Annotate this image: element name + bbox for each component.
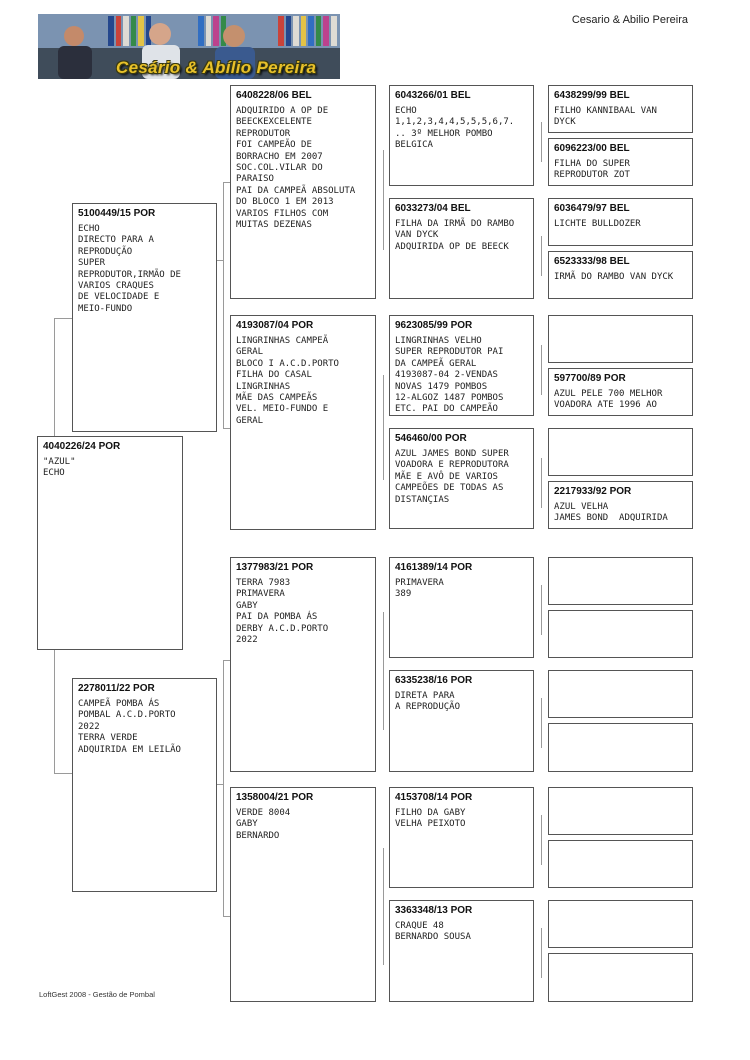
pedigree-card-g5-15[interactable] — [548, 900, 693, 948]
connector-line — [541, 236, 542, 276]
ring-number: 2217933/92 POR — [554, 486, 632, 497]
ring-number: 5100449/15 POR — [78, 208, 156, 219]
ring-number: 6408228/06 BEL — [236, 90, 312, 101]
pedigree-card-ssd[interactable] — [389, 198, 534, 299]
card-description: AZUL JAMES BOND SUPER VOADORA E REPRODUTORA MÃE E AVÔ DE VARIOS CAMPEÕES DE TODAS AS DISTANÇIAS — [395, 449, 509, 505]
ring-number: 6036479/97 BEL — [554, 203, 630, 214]
pedigree-card-g5-14[interactable] — [548, 840, 693, 888]
pedigree-card-ddd[interactable] — [389, 900, 534, 1002]
card-description: LICHTE BULLDOZER — [554, 219, 641, 229]
card-description: CAMPEÃ POMBA ÁS POMBAL A.C.D.PORTO 2022 TERRA VERDE ADQUIRIDA EM LEILÃO — [78, 699, 181, 755]
pedigree-card-sire-dam[interactable] — [230, 315, 376, 530]
connector-line — [216, 784, 223, 785]
ring-number: 2278011/22 POR — [78, 683, 155, 694]
card-description: "AZUL" ECHO — [43, 457, 76, 479]
connector-line — [541, 698, 542, 748]
pedigree-card-g5-2[interactable] — [548, 138, 693, 186]
ring-number: 597700/89 POR — [554, 373, 626, 384]
pedigree-card-g5-12[interactable] — [548, 723, 693, 772]
ring-number: 6335238/16 POR — [395, 675, 473, 686]
ring-number: 4040226/24 POR — [43, 441, 121, 452]
pedigree-card-g5-6[interactable] — [548, 368, 693, 416]
connector-line — [541, 585, 542, 635]
pedigree-card-g5-7[interactable] — [548, 428, 693, 476]
card-description: FILHO DA GABY VELHA PEIXOTO — [395, 808, 466, 830]
footer-credit: LoftGest 2008 - Gestão de Pombal — [39, 990, 155, 999]
pedigree-card-g5-8[interactable] — [548, 481, 693, 529]
connector-line — [223, 660, 224, 916]
card-description: AZUL PELE 700 MELHOR VOADORA ATE 1996 AO — [554, 389, 663, 411]
pedigree-card-g5-11[interactable] — [548, 670, 693, 718]
connector-line — [541, 122, 542, 162]
connector-line — [541, 345, 542, 395]
pedigree-card-g5-5[interactable] — [548, 315, 693, 363]
pedigree-card-dam[interactable] — [72, 678, 217, 892]
pedigree-card-g5-13[interactable] — [548, 787, 693, 835]
pedigree-card-subject[interactable] — [37, 436, 183, 650]
pedigree-card-dsd[interactable] — [389, 670, 534, 772]
card-description: AZUL VELHA JAMES BOND ADQUIRIDA — [554, 502, 668, 524]
connector-line — [383, 150, 384, 250]
connector-line — [383, 612, 384, 730]
ring-number: 4153708/14 POR — [395, 792, 473, 803]
pedigree-card-dss[interactable] — [389, 557, 534, 658]
pedigree-card-dds[interactable] — [389, 787, 534, 888]
pedigree-card-sss[interactable] — [389, 85, 534, 186]
pedigree-card-dam-dam[interactable] — [230, 787, 376, 1002]
card-description: CRAQUE 48 BERNARDO SOUSA — [395, 921, 471, 943]
ring-number: 1358004/21 POR — [236, 792, 314, 803]
connector-line — [223, 428, 230, 429]
ring-number: 6438299/99 BEL — [554, 90, 630, 101]
card-description: TERRA 7983 PRIMAVERA GABY PAI DA POMBA ÁS DERBY A.C.D.PORTO 2022 — [236, 578, 329, 646]
pedigree-card-g5-4[interactable] — [548, 251, 693, 299]
connector-line — [223, 182, 224, 428]
ring-number: 6043266/01 BEL — [395, 90, 471, 101]
pedigree-card-sds[interactable] — [389, 315, 534, 416]
card-description: DIRETA PARA A REPRODUÇÃO — [395, 691, 461, 713]
card-description: FILHA DO SUPER REPRODUTOR ZOT — [554, 159, 630, 181]
card-description: FILHA DA IRMÃ DO RAMBO VAN DYCK ADQUIRIDA OP DE BEECK — [395, 219, 515, 252]
ring-number: 546460/00 POR — [395, 433, 467, 444]
connector-line — [541, 928, 542, 978]
pedigree-card-g5-16[interactable] — [548, 953, 693, 1002]
ring-number: 6033273/04 BEL — [395, 203, 471, 214]
ring-number: 4161389/14 POR — [395, 562, 473, 573]
card-description: VERDE 8004 GABY BERNARDO — [236, 808, 291, 841]
connector-line — [216, 260, 223, 261]
connector-line — [383, 375, 384, 480]
connector-line — [541, 815, 542, 865]
card-description: ECHO DIRECTO PARA A REPRODUÇÃO SUPER REPRODUTOR,IRMÃO DE VARIOS CRAQUES DE VELOCIDADE E MEIO-FUNDO — [78, 224, 181, 314]
pedigree-card-sdd[interactable] — [389, 428, 534, 529]
pedigree-card-g5-9[interactable] — [548, 557, 693, 605]
connector-line — [54, 318, 72, 319]
connector-line — [54, 773, 72, 774]
connector-line — [223, 660, 230, 661]
card-description: PRIMAVERA 389 — [395, 578, 444, 600]
ring-number: 6523333/98 BEL — [554, 256, 630, 267]
pedigree-card-sire-sire[interactable] — [230, 85, 376, 299]
ring-number: 1377983/21 POR — [236, 562, 314, 573]
card-description: IRMÃ DO RAMBO VAN DYCK — [554, 272, 674, 282]
connector-line — [541, 458, 542, 508]
pedigree-card-g5-10[interactable] — [548, 610, 693, 658]
breeder-banner-photo — [38, 14, 340, 79]
banner-title: Cesário & Abílio Pereira — [116, 58, 317, 77]
card-description: ECHO 1,1,2,3,4,4,5,5,5,6,7. .. 3º MELHOR POMBO BELGICA — [395, 106, 515, 151]
pedigree-card-g5-1[interactable] — [548, 85, 693, 133]
ring-number: 4193087/04 POR — [236, 320, 314, 331]
card-description: LINGRINHAS CAMPEÃ GERAL BLOCO I A.C.D.PORTO FILHA DO CASAL LINGRINHAS MÃE DAS CAMPEÃS VEL. MEIO-FUNDO E GERAL — [236, 336, 339, 426]
card-description: ADQUIRIDO A OP DE BEECKEXCELENTE REPRODUTOR FOI CAMPEÃO DE BORRACHO EM 2007 SOC.COL.VILAR DO PARAISO PAI DA CAMPEÃ ABSOLUTA DO BLOCO 1 EM 2013 VARIOS FILHOS COM MUITAS DEZENAS — [236, 106, 356, 231]
card-description: LINGRINHAS VELHO SUPER REPRODUTOR PAI DA CAMPEÃ GERAL 4193087-04 2-VENDAS NOVAS 1479 POMBOS 12-ALGOZ 1487 POMBOS ETC. PAI DO CAMPEÃO — [395, 336, 504, 415]
pedigree-card-sire[interactable] — [72, 203, 217, 432]
breeder-name: Cesario & Abilio Pereira — [571, 14, 688, 26]
connector-line — [223, 182, 230, 183]
ring-number: 3363348/13 POR — [395, 905, 473, 916]
ring-number: 9623085/99 POR — [395, 320, 473, 331]
card-description: FILHO KANNIBAAL VAN DYCK — [554, 106, 657, 128]
connector-line — [383, 848, 384, 965]
pedigree-card-g5-3[interactable] — [548, 198, 693, 246]
ring-number: 6096223/00 BEL — [554, 143, 630, 154]
connector-line — [223, 916, 230, 917]
pedigree-card-dam-sire[interactable] — [230, 557, 376, 772]
